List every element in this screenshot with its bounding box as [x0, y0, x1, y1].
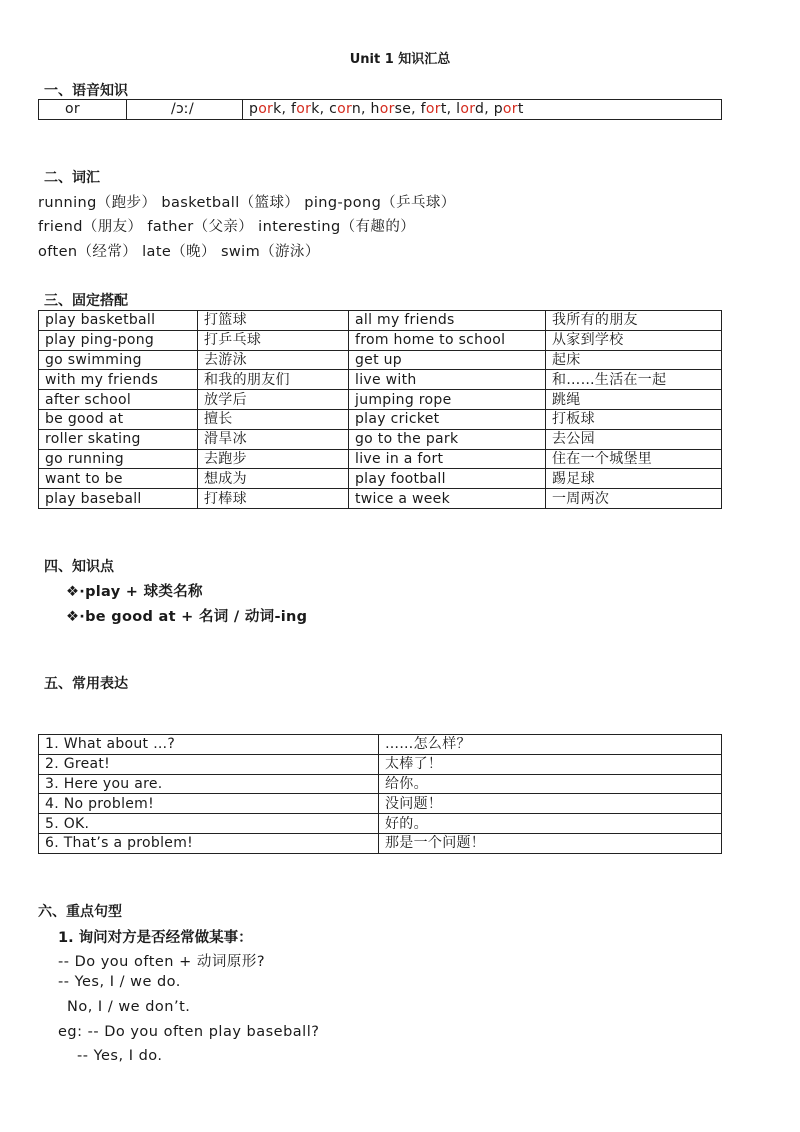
- phonics-word: [494, 101, 524, 117]
- pattern-heading: 1. 询问对方是否经常做某事：: [58, 930, 253, 946]
- expression-cn: 没问题！: [379, 794, 722, 814]
- phrase-en-2: go to the park: [349, 429, 546, 449]
- word-part: k: [273, 101, 282, 118]
- expression-en: 6. That’s a problem!: [39, 833, 379, 853]
- pattern-example: eg: -- Do you often play baseball?: [58, 1024, 320, 1040]
- phrase-en-2: all my friends: [349, 311, 546, 331]
- phrase-cn-2: 一周两次: [546, 489, 722, 509]
- phrase-en-1: play ping-pong: [39, 330, 198, 350]
- section-heading-phonics: 一、语音知识: [44, 83, 128, 99]
- phrase-en-1: after school: [39, 390, 198, 410]
- table-row: [39, 774, 722, 794]
- phrase-cn-1: 和我的朋友们: [198, 370, 349, 390]
- word-part: t: [517, 101, 524, 118]
- phonics-word: [291, 101, 320, 117]
- phrase-cn-1: 去游泳: [198, 350, 349, 370]
- word-part: p: [249, 101, 259, 118]
- phrase-cn-1: 打篮球: [198, 311, 349, 331]
- word-part: f: [291, 101, 297, 118]
- expression-en: 4. No problem!: [39, 794, 379, 814]
- phrase-en-2: jumping rope: [349, 390, 546, 410]
- word-highlight: or: [296, 101, 312, 118]
- word-part: se: [394, 101, 412, 118]
- expression-cn: 太棒了！: [379, 754, 722, 774]
- word-highlight: or: [502, 101, 518, 118]
- table-row: [39, 429, 722, 449]
- table-row: [39, 794, 722, 814]
- point-2: ❖·be good at + 名词 / 动词-ing: [66, 609, 308, 625]
- expressions-table: [38, 734, 722, 854]
- phrase-cn-1: 去跑步: [198, 449, 349, 469]
- phrase-en-1: play baseball: [39, 489, 198, 509]
- phrase-cn-1: 打棒球: [198, 489, 349, 509]
- phrase-cn-1: 放学后: [198, 390, 349, 410]
- table-row: [39, 469, 722, 489]
- phrase-en-1: play basketball: [39, 311, 198, 331]
- table-row: [39, 833, 722, 853]
- phrase-en-2: live in a fort: [349, 449, 546, 469]
- word-part: t: [440, 101, 447, 118]
- phrase-cn-2: 住在一个城堡里: [546, 449, 722, 469]
- phonics-letters: or: [39, 100, 127, 120]
- table-row: [39, 311, 722, 331]
- expression-cn: 那是一个问题！: [379, 833, 722, 853]
- table-row: [39, 814, 722, 834]
- table-row: [39, 735, 722, 755]
- word-part: d: [475, 101, 485, 118]
- section-heading-patterns: 六、重点句型: [38, 904, 122, 920]
- phrase-en-2: from home to school: [349, 330, 546, 350]
- table-row: [39, 370, 722, 390]
- phonics-word: [249, 101, 282, 117]
- word-highlight: or: [258, 101, 274, 118]
- page-title: Unit 1 知识汇总: [349, 52, 451, 67]
- phrase-cn-2: 跳绳: [546, 390, 722, 410]
- section-heading-expressions: 五、常用表达: [44, 676, 128, 692]
- word-part: f: [420, 101, 426, 118]
- word-part: p: [493, 101, 503, 118]
- table-row: [39, 449, 722, 469]
- phrase-cn-1: 想成为: [198, 469, 349, 489]
- word-part: h: [370, 101, 380, 118]
- phrase-en-1: with my friends: [39, 370, 198, 390]
- phrase-en-2: play football: [349, 469, 546, 489]
- phonics-word: [456, 101, 484, 117]
- phrase-en-1: be good at: [39, 409, 198, 429]
- word-part: c: [329, 101, 338, 118]
- phrase-cn-2: 和……生活在一起: [546, 370, 722, 390]
- phonics-words: pork, fork, corn, horse, fort, lord, port: [243, 100, 722, 120]
- expression-en: 2. Great!: [39, 754, 379, 774]
- phrases-table: [38, 310, 722, 509]
- phrase-en-1: want to be: [39, 469, 198, 489]
- expression-en: 5. OK.: [39, 814, 379, 834]
- word-part: l: [456, 101, 461, 118]
- phrase-cn-2: 起床: [546, 350, 722, 370]
- word-highlight: or: [337, 101, 352, 118]
- vocab-line-1: running（跑步） basketball（篮球） ping-pong（乒乓球）: [38, 195, 456, 211]
- table-row: [39, 350, 722, 370]
- phrase-en-2: play cricket: [349, 409, 546, 429]
- phrase-cn-2: 我所有的朋友: [546, 311, 722, 331]
- phrase-cn-2: 去公园: [546, 429, 722, 449]
- word-highlight: or: [460, 101, 476, 118]
- table-row: [39, 330, 722, 350]
- phonics-sound: /ɔː/: [127, 100, 243, 120]
- phrase-cn-2: 打板球: [546, 409, 722, 429]
- phrase-cn-1: 滑旱冰: [198, 429, 349, 449]
- word-part: n: [351, 101, 362, 118]
- pattern-line-2: -- Yes, I / we do.: [58, 974, 181, 990]
- vocab-line-3: often（经常） late（晚） swim（游泳）: [38, 244, 320, 260]
- phrase-cn-1: 打乒乓球: [198, 330, 349, 350]
- word-part: k: [311, 101, 320, 118]
- expression-en: 3. Here you are.: [39, 774, 379, 794]
- phonics-table: [38, 99, 722, 120]
- table-row: [39, 409, 722, 429]
- point-1: ❖·play + 球类名称: [66, 584, 203, 600]
- table-row: [39, 390, 722, 410]
- table-row: [39, 100, 722, 120]
- table-row: [39, 489, 722, 509]
- phrase-en-1: roller skating: [39, 429, 198, 449]
- word-highlight: or: [379, 101, 395, 118]
- phrase-en-1: go swimming: [39, 350, 198, 370]
- phrase-en-2: twice a week: [349, 489, 546, 509]
- phrase-cn-2: 踢足球: [546, 469, 722, 489]
- phonics-word: [329, 101, 361, 117]
- word-highlight: or: [425, 101, 441, 118]
- expression-cn: 给你。: [379, 774, 722, 794]
- phonics-word: [421, 101, 447, 117]
- section-heading-points: 四、知识点: [44, 559, 114, 575]
- vocab-line-2: friend（朋友） father（父亲） interesting（有趣的）: [38, 219, 416, 235]
- expression-cn: ……怎么样？: [379, 735, 722, 755]
- section-heading-phrases: 三、固定搭配: [44, 293, 128, 309]
- pattern-line-1: -- Do you often + 动词原形?: [58, 954, 266, 970]
- phrase-cn-2: 从家到学校: [546, 330, 722, 350]
- expression-cn: 好的。: [379, 814, 722, 834]
- phrase-en-1: go running: [39, 449, 198, 469]
- phrase-en-2: get up: [349, 350, 546, 370]
- expression-en: 1. What about …?: [39, 735, 379, 755]
- pattern-line-3: No, I / we don’t.: [67, 999, 191, 1015]
- phonics-word: [371, 101, 412, 117]
- phrase-en-2: live with: [349, 370, 546, 390]
- section-heading-vocab: 二、词汇: [44, 170, 100, 186]
- pattern-example-answer: -- Yes, I do.: [77, 1048, 163, 1064]
- table-row: [39, 754, 722, 774]
- phrase-cn-1: 擅长: [198, 409, 349, 429]
